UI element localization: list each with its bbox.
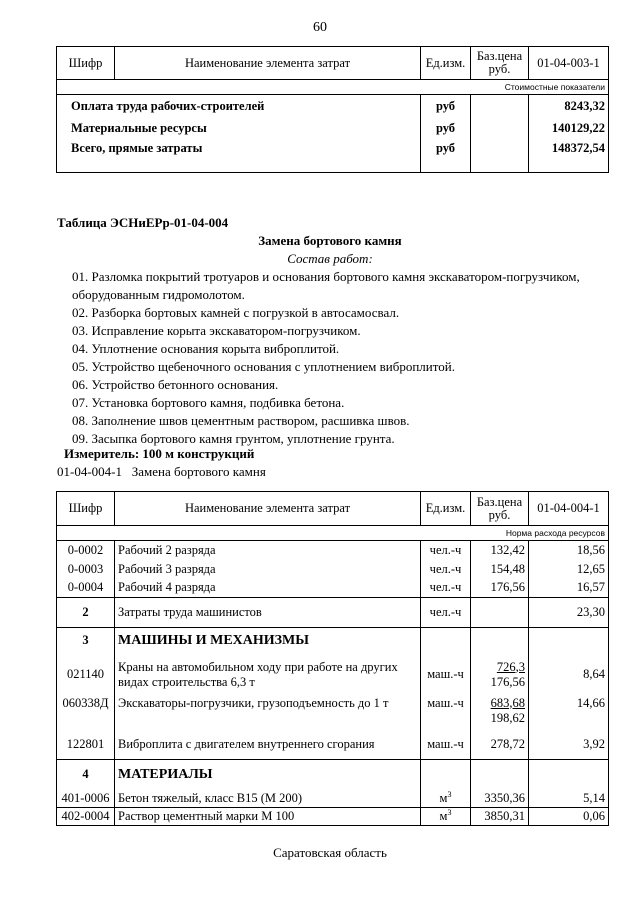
table-title: Таблица ЭСНиЕРр-01-04-004 (57, 215, 229, 230)
row-code: 0-0004 (57, 579, 115, 598)
row-code: 4 (57, 760, 115, 790)
table-row (57, 541, 609, 560)
work-item: 02. Разборка бортовых камней с погрузкой в автосамосвал. (72, 305, 400, 320)
row-name: Рабочий 3 разряда (115, 560, 421, 579)
section-heading: Замена бортового камня (258, 233, 402, 248)
row-price: 683,68 (490, 695, 525, 710)
header-price: Баз.цена руб. (471, 47, 529, 80)
work-item: 08. Заполнение швов цементным раствором, расшивка швов. (72, 413, 410, 428)
row-unit: чел.-ч (421, 579, 471, 598)
row-value: 148372,54 (529, 139, 609, 173)
row-name: Раствор цементный марки М 100 (115, 808, 421, 826)
header-ref: 01-04-004-1 (529, 492, 609, 526)
row-unit: руб (421, 119, 471, 139)
row-name: Бетон тяжелый, класс В15 (М 200) (115, 790, 421, 808)
row-price-2: 176,56 (490, 674, 525, 689)
work-item: 06. Устройство бетонного основания. (72, 377, 279, 392)
table-row (57, 560, 609, 579)
table-row (57, 730, 609, 760)
row-code: 402-0004 (57, 808, 115, 826)
header-ref: 01-04-003-1 (529, 47, 609, 80)
row-value: 14,66 (529, 696, 609, 730)
works-list (72, 268, 612, 448)
work-item: 04. Уплотнение основания корыта виброплитой. (72, 341, 340, 356)
row-code: 0-0002 (57, 541, 115, 560)
item-code: 01-04-004-1 (57, 464, 122, 479)
header-price: Баз.цена руб. (471, 492, 529, 526)
row-unit: чел.-ч (421, 560, 471, 579)
row-price: 726,3 (496, 659, 525, 674)
section-row (57, 760, 609, 790)
row-value: 8,64 (529, 654, 609, 696)
row-name-cont: видах строительства 6,3 т (118, 674, 255, 689)
work-item: 09. Засыпка бортового камня грунтом, уплотнение грунта. (72, 431, 395, 446)
row-value: 8243,32 (529, 95, 609, 119)
footer-region: Саратовская область (273, 845, 387, 860)
measure: Измеритель: 100 м конструкций (64, 446, 255, 461)
row-name: Виброплита с двигателем внутреннего сгорания (115, 730, 421, 760)
row-code: 122801 (57, 730, 115, 760)
subheader: Стоимостные показатели (57, 80, 609, 95)
row-price: 154,48 (471, 560, 529, 579)
row-value: 18,56 (529, 541, 609, 560)
section-subheading: Состав работ: (287, 251, 373, 266)
row-unit: чел.-ч (421, 541, 471, 560)
work-item: 07. Установка бортового камня, подбивка бетона. (72, 395, 345, 410)
item-line (57, 464, 266, 480)
item-name: Замена бортового камня (131, 464, 266, 479)
row-name: Экскаваторы-погрузчики, грузоподъемность до 1 т (115, 696, 421, 730)
row-label: Всего, прямые затраты (57, 139, 421, 173)
row-name: Рабочий 2 разряда (115, 541, 421, 560)
row-code: 2 (57, 598, 115, 628)
row-price: 278,72 (471, 730, 529, 760)
work-item: 05. Устройство щебеночного основания с уплотнением виброплитой. (72, 359, 455, 374)
row-unit: маш.-ч (421, 654, 471, 696)
unit-superscript: 3 (447, 808, 452, 818)
row-name: Затраты труда машинистов (115, 598, 421, 628)
table-row (57, 579, 609, 598)
row-name: МАШИНЫ И МЕХАНИЗМЫ (115, 628, 421, 654)
row-value: 3,92 (529, 730, 609, 760)
row-name: Рабочий 4 разряда (115, 579, 421, 598)
row-label: Материальные ресурсы (57, 119, 421, 139)
row-value: 12,65 (529, 560, 609, 579)
row-code: 3 (57, 628, 115, 654)
row-code: 060338Д (57, 696, 115, 730)
row-price: 3350,36 (471, 790, 529, 808)
row-value: 5,14 (529, 790, 609, 808)
table-row (57, 808, 609, 826)
subheader: Норма расхода ресурсов (57, 526, 609, 541)
row-unit: м (439, 791, 448, 806)
table-row (57, 654, 609, 696)
row-label: Оплата труда рабочих-строителей (57, 95, 421, 119)
row-price-2: 198,62 (490, 710, 525, 725)
row-price: 176,56 (471, 579, 529, 598)
row-value: 140129,22 (529, 119, 609, 139)
row-code: 021140 (57, 654, 115, 696)
table-row (57, 790, 609, 808)
header-name: Наименование элемента затрат (115, 492, 421, 526)
row-price: 3850,31 (471, 808, 529, 826)
table-row (57, 696, 609, 730)
row-value: 0,06 (529, 808, 609, 826)
header-unit: Ед.изм. (421, 47, 471, 80)
row-unit: м (439, 809, 448, 824)
table-row (57, 598, 609, 628)
row-unit: маш.-ч (421, 696, 471, 730)
page-number: 60 (313, 20, 327, 35)
unit-superscript: 3 (447, 790, 452, 800)
row-name: Краны на автомобильном ходу при работе на других (118, 659, 398, 674)
row-price: 132,42 (471, 541, 529, 560)
work-item: 03. Исправление корыта экскаватором-погрузчиком. (72, 323, 361, 338)
row-code: 0-0003 (57, 560, 115, 579)
row-unit: руб (421, 95, 471, 119)
row-unit: руб (421, 139, 471, 173)
header-code: Шифр (57, 47, 115, 80)
header-name: Наименование элемента затрат (115, 47, 421, 80)
row-code: 401-0006 (57, 790, 115, 808)
header-code: Шифр (57, 492, 115, 526)
cost-table (56, 46, 609, 173)
row-value: 16,57 (529, 579, 609, 598)
row-value: 23,30 (529, 598, 609, 628)
row-name: МАТЕРИАЛЫ (115, 760, 421, 790)
section-row (57, 628, 609, 654)
row-unit: чел.-ч (421, 598, 471, 628)
work-item: оборудованным гидромолотом. (72, 287, 245, 302)
work-item: 01. Разломка покрытий тротуаров и основания бортового камня экскаватором-погрузчиком, (72, 269, 580, 284)
header-unit: Ед.изм. (421, 492, 471, 526)
row-unit: маш.-ч (421, 730, 471, 760)
resource-table (56, 491, 609, 826)
